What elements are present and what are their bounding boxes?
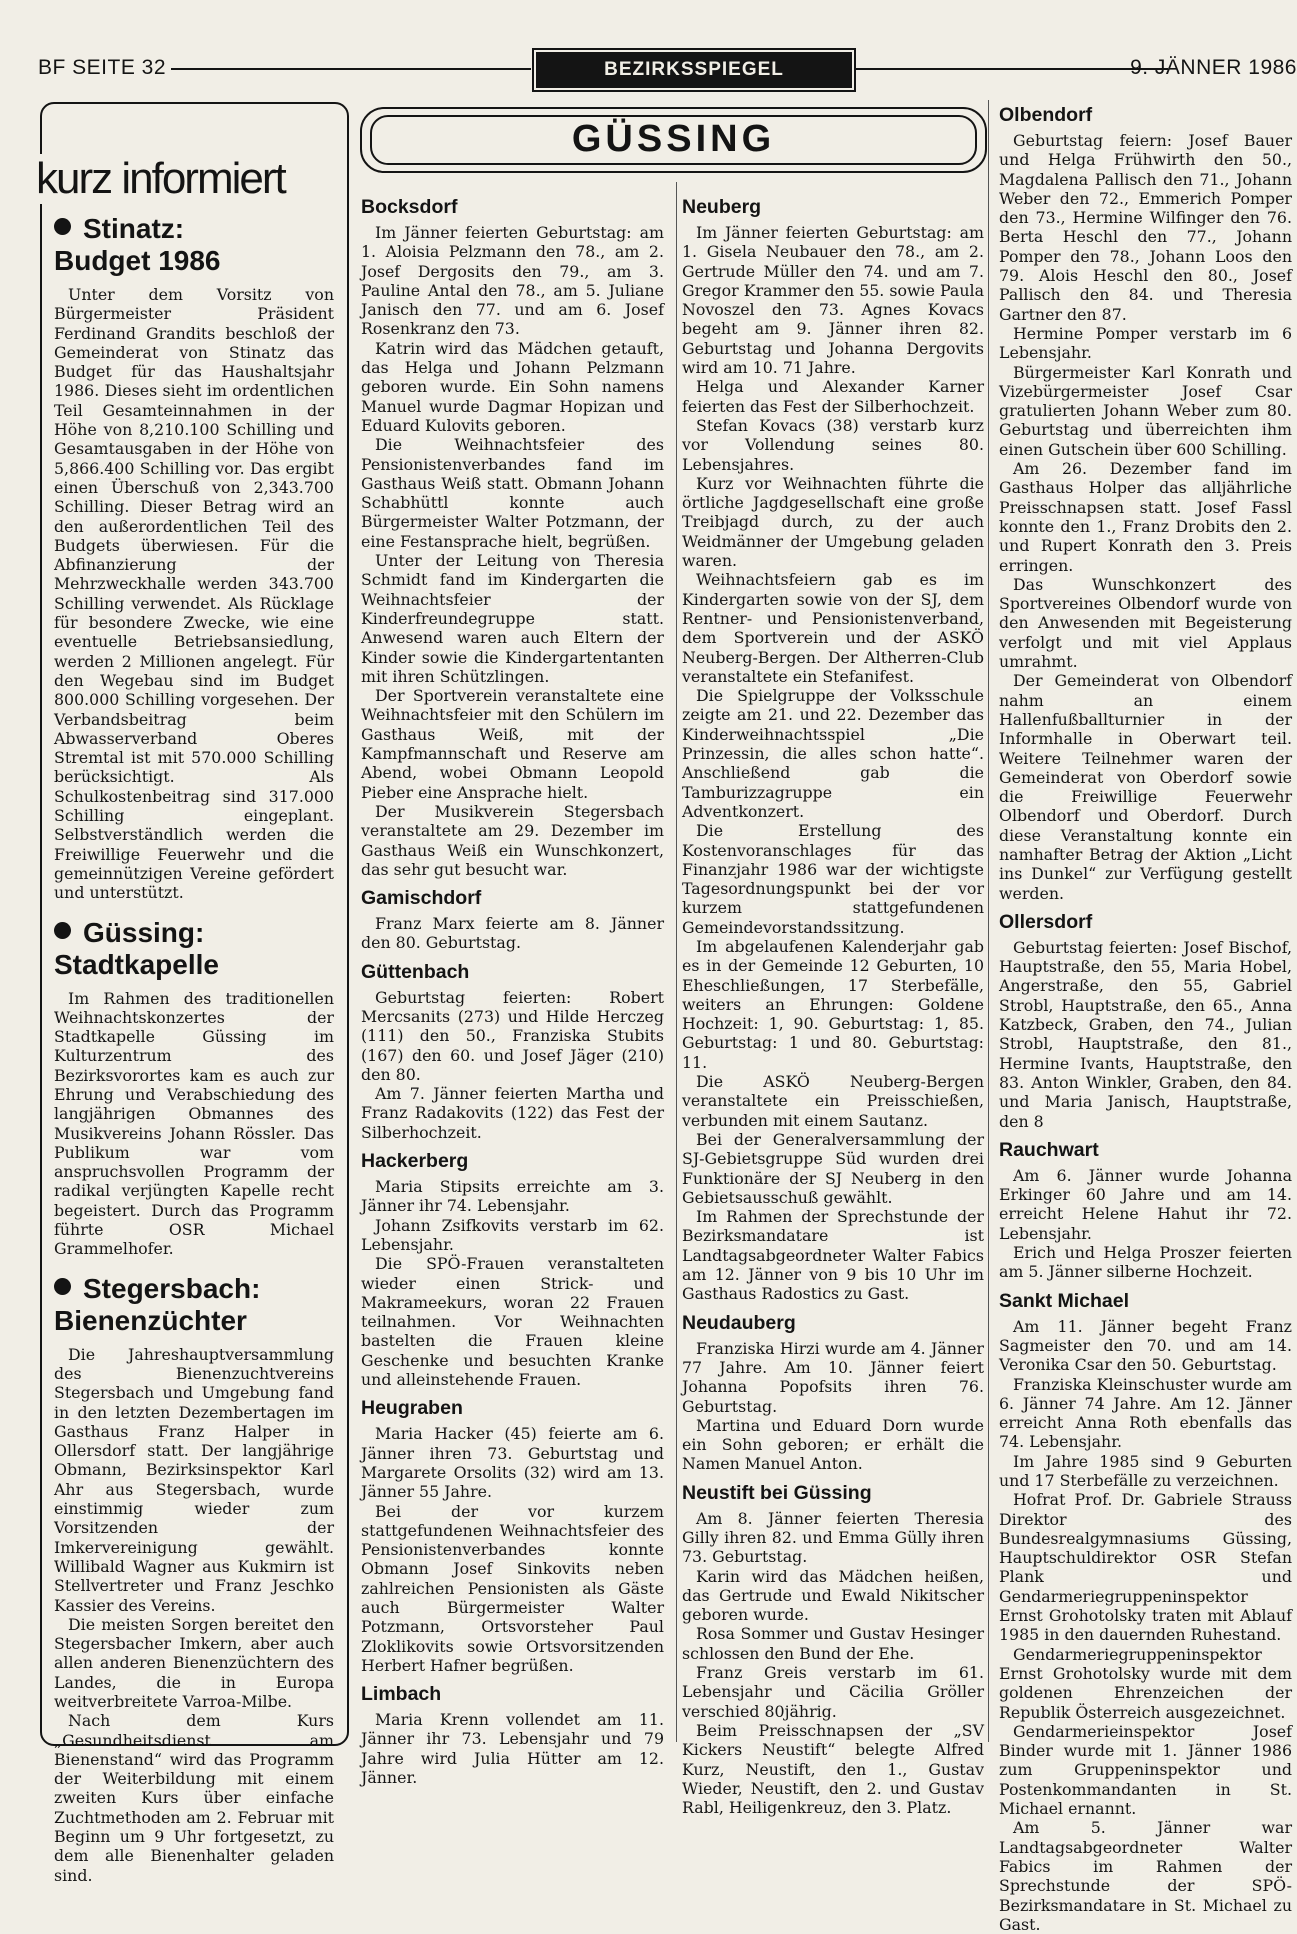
village-heading: Olbendorf [999, 104, 1093, 126]
article-paragraph: Gendarmeriegruppeninspektor Ernst Grohotolsky wurde mit dem goldenen Ehrenzeichen der Republik Österreich ausgezeichnet. [999, 1644, 1292, 1722]
article-paragraph: Am 11. Jänner begeht Franz Sagmeister den 70. und am 14. Veronika Csar den 50. Geburtstag. [999, 1316, 1292, 1375]
village-heading: Neudauberg [682, 1311, 796, 1334]
article-paragraph: Bürgermeister Karl Konrath und Vizebürgermeister Josef Csar gratulierten Johann Weber zum 80. Geburtstag und überreichten ihm einen Gutschein über 600 Schilling. [999, 362, 1292, 459]
village-heading: Heugraben [361, 1397, 463, 1420]
article-paragraph: Der Gemeinderat von Olbendorf nahm an einem Hallenfußballturnier in der Informhalle in Oberwart teil. Weitere Teilnehmer waren der Gemeinderat von Oberdorf sowie die Freiwillige Feuerwehr Olbendorf und Oberdorf. Durch diese Veranstaltung konnte ein namhafter Betrag der Aktion „Licht ins Dunkel“ zur Verfügung gestellt werden. [999, 671, 1292, 903]
bullet-dot-icon [54, 922, 71, 939]
article-paragraph: Beim Preisschnapsen der „SV Kickers Neustift“ belegte Alfred Kurz, Neustift, den 1., Gustav Wieder, Neustift, den 2. und Gustav Rabl, Heiligenkreuz, den 3. Platz. [682, 1720, 984, 1818]
article-paragraph: Im Jahre 1985 sind 9 Geburten und 17 Sterbefälle zu verzeichnen. [999, 1451, 1292, 1490]
issue-date: 9. JÄNNER 1986 [1130, 56, 1297, 79]
article-paragraph: Franziska Hirzi wurde am 4. Jänner 77 Jahre. Am 10. Jänner feiert Johanna Popofsits ihren 76. Geburtstag. [682, 1338, 984, 1416]
box-title: kurz informiert [36, 154, 285, 203]
article-paragraph: Im Rahmen der Sprechstunde der Bezirksmandatare ist Landtagsabgeordneter Walter Fabics am 12. Jänner von 9 bis 10 Uhr im Gasthaus Radostics zu Gast. [682, 1207, 984, 1304]
article-paragraph: Die Spielgruppe der Volksschule zeigte am 21. und 22. Dezember das Kinderweihnachtsspiel „Die Prinzessin, die alles schon hatte“. Anschließend gab die Tamburizzagruppe ein Adventkonzert. [682, 686, 984, 821]
article-paragraph: Rosa Sommer und Gustav Hesinger schlossen den Bund der Ehe. [682, 1624, 984, 1663]
article-paragraph: Die SPÖ-Frauen veranstalteten wieder einen Strick- und Makrameekurs, woran 22 Frauen teilnahmen. Vor Weihnachten bastelten die Frauen kleine Geschenke und besuchten Kranke und alleinstehende Frauen. [361, 1254, 664, 1390]
column-divider [988, 100, 989, 1742]
article-paragraph: Unter der Leitung von Theresia Schmidt fand im Kindergarten die Weihnachtsfeier der Kinderfreundegruppe statt. Anwesend waren auch Eltern der Kinder sowie die Kindergartentanten mit ihren Schützlingen. [361, 551, 664, 686]
article-paragraph: Am 26. Dezember fand im Gasthaus Holper das alljährliche Preisschnapsen statt. Josef Fassl konnte den 1., Franz Drobits den 2. und Rupert Konrath den 3. Preis erringen. [999, 459, 1292, 575]
header-rule-left [171, 68, 531, 70]
header-rule-right [856, 68, 1168, 70]
village-heading: Güttenbach [361, 960, 470, 983]
article-paragraph: Der Musikverein Stegersbach veranstaltete am 29. Dezember im Gasthaus Weiß ein Wunschkonzert, das sehr gut besucht war. [361, 801, 664, 879]
village-heading: Hackerberg [361, 1150, 469, 1173]
village-heading: Bocksdorf [361, 196, 458, 218]
village-heading: Neustift bei Güssing [682, 1481, 872, 1504]
article-paragraph: Franziska Kleinschuster wurde am 6. Jänner 74 Jahre. Am 12. Jänner erreicht Anna Roth ebenfalls das 74. Lebensjahr. [999, 1374, 1292, 1452]
brief-headline [54, 213, 334, 277]
article-paragraph: Geburtstag feiern: Josef Bauer und Helga Frühwirth den 50., Magdalena Pallisch den 71., Johann Weber den 72., Emmerich Pomper den 73., Hermine Wilfinger den 76. Berta Heschl den 77., Johann Pomper den 78., Johann Loos den 79. Alois Heschl den 80., Josef Pallisch den 84. und Theresia Gartner den 87. [999, 131, 1292, 324]
village-heading: Gamischdorf [361, 887, 482, 910]
column-divider [676, 182, 677, 1742]
article-paragraph: Erich und Helga Proszer feierten am 5. Jänner silberne Hochzeit. [999, 1243, 1292, 1282]
article-paragraph: Franz Greis verstarb im 61. Lebensjahr und Cäcilia Gröller verschied 80jährig. [682, 1663, 984, 1721]
article-paragraph: Am 7. Jänner feierten Martha und Franz Radakovits (122) das Fest der Silberhochzeit. [361, 1084, 664, 1142]
article-paragraph: Geburtstag feierten: Josef Bischof, Hauptstraße, den 55, Maria Hobel, Angerstraße, den 55, Gabriel Strobl, Hauptstraße, den 65., Anna Katzbeck, Graben, den 74., Julian Strobl, Hauptstraße, den 81., Hermine Ivants, Hauptstraße, den 83. Anton Winkler, Graben, den 84. und Maria Janisch, Hauptstraße, den 8 [999, 937, 1292, 1131]
article-paragraph: Stefan Kovacs (38) verstarb kurz vor Vollendung seines 80. Lebensjahres. [682, 415, 984, 474]
article-paragraph: Hofrat Prof. Dr. Gabriele Strauss Direktor des Bundesrealgymnasiums Güssing, Hauptschuldirektor OSR Stefan Plank und Gendarmeriegruppeninspektor Ernst Grohotolsky traten mit Ablauf 1985 in den dauernden Ruhestand. [999, 1490, 1292, 1645]
article-paragraph: Am 8. Jänner feierten Theresia Gilly ihren 82. und Emma Gülly ihren 73. Geburtstag. [682, 1508, 984, 1567]
article-paragraph: Am 5. Jänner war Landtagsabgeordneter Walter Fabics im Rahmen der Sprechstunde der SPÖ-Bezirksmandatare in St. Michael zu Gast. [999, 1818, 1292, 1934]
column-bocksdorf-to-limbach [361, 196, 664, 1788]
section-banner [360, 107, 987, 173]
article-paragraph: Bei der vor kurzem stattgefundenen Weihnachtsfeier des Pensionistenverbandes konnte Obmann Josef Sinkovits neben zahlreichen Pensionisten als Gäste auch Bürgermeister Walter Potzmann, Ortsvorsteher Paul Zloklikovits sowie Ortsvorsitzenden Herbert Hafner begrüßen. [361, 1501, 664, 1675]
news-briefs [54, 209, 334, 1885]
village-heading: Neuberg [682, 196, 762, 218]
brief-paragraph: Die Jahreshauptversammlung des Bienenzuchtvereins Stegersbach und Umgebung fand in den letzten Dezembertagen im Gasthaus Franz Halper in Ollersdorf statt. Der langjährige Obmann, Bezirksinspektor Karl Ahr aus Stegersbach, wurde einstimmig wieder zum Vorsitzenden der Imkervereinigung gewählt. Willibald Wagner aus Kukmirn ist Stellvertreter und Franz Jeschko Kassier des Vereins. [54, 1344, 334, 1615]
bullet-dot-icon [54, 1278, 71, 1295]
brief-place: Stegersbach: [83, 1272, 261, 1304]
article-paragraph: Johann Zsifkovits verstarb im 62. Lebensjahr. [361, 1215, 664, 1254]
brief-topic: Stadtkapelle [54, 948, 219, 980]
brief-headline [54, 1273, 334, 1337]
article-paragraph: Die Weihnachtsfeier des Pensionistenverbandes fand im Gasthaus Weiß statt. Obmann Johann Schabhüttl konnte auch Bürgermeister Walter Potzmann, der eine Festansprache hielt, begrüßen. [361, 435, 664, 551]
brief-paragraph: Im Rahmen des traditionellen Weihnachtskonzertes der Stadtkapelle Güssing im Kulturzentrum des Bezirksvorortes kam es auch zur Ehrung und Verabschiedung des langjährigen Obmannes des Musikvereins Johann Rössler. Das Publikum war vom anspruchsvollen Programm der radikal verjüngten Kapelle recht begeistert. Durch das Programm führte OSR Michael Grammelhofer. [54, 988, 334, 1259]
article-paragraph: Kurz vor Weihnachten führte die örtliche Jagdgesellschaft eine große Treibjagd durch, zu der auch Weidmänner der Umgebung geladen waren. [682, 473, 984, 571]
article-paragraph: Maria Stipsits erreichte am 3. Jänner ihr 74. Lebensjahr. [361, 1177, 664, 1216]
column-neuberg-to-neustift [682, 196, 984, 1818]
village-heading: Rauchwart [999, 1138, 1099, 1161]
village-heading: Ollersdorf [999, 910, 1093, 933]
article-paragraph: Karin wird das Mädchen heißen, das Gertrude und Ewald Nikitscher geboren wurde. [682, 1566, 984, 1625]
section-label: BEZIRKSSPIEGEL [536, 52, 852, 88]
article-paragraph: Franz Marx feierte am 8. Jänner den 80. Geburtstag. [361, 914, 664, 953]
article-paragraph: Der Sportverein veranstaltete eine Weihnachtsfeier mit den Schülern im Gasthaus Weiß, mit der Kampfmannschaft und Reserve am Abend, wobei Obmann Leopold Pieber eine Ansprache hielt. [361, 686, 664, 802]
village-heading: Sankt Michael [999, 1289, 1130, 1312]
article-paragraph: Am 6. Jänner wurde Johanna Erkinger 60 Jahre und am 14. erreicht Helene Hahut ihr 72. Lebensjahr. [999, 1165, 1292, 1243]
brief-paragraph: Nach dem Kurs „Gesundheitsdienst am Bienenstand“ wird das Programm der Weiterbildung mit einem zweiten Kurs über einfache Zuchtmethoden am 2. Februar mit Beginn um 9 Uhr fortgesetzt, zu dem alle Bienenhalter geladen sind. [54, 1711, 334, 1885]
brief-place: Güssing: [83, 916, 205, 948]
brief-headline [54, 917, 334, 981]
article-paragraph: Die Erstellung des Kostenvoranschlages für das Finanzjahr 1986 war der wichtigste Tagesordnungspunkt bei der vor kurzem stattgefundenen Gemeindevorstandssitzung. [682, 821, 984, 937]
page-header [38, 52, 1297, 88]
article-paragraph: Katrin wird das Mädchen getauft, das Helga und Johann Pelzmann geboren wurde. Ein Sohn namens Manuel wurde Dagmar Hopizan und Eduard Kulovits geboren. [361, 338, 664, 435]
article-paragraph: Geburtstag feierten: Robert Mercsanits (273) und Hilde Herczeg (111) den 50., Franziska Stubits (167) den 60. und Josef Jäger (210) den 80. [361, 987, 664, 1084]
brief-paragraph: Die meisten Sorgen bereitet den Stegersbacher Imkern, aber auch allen anderen Bienenzüchtern des Landes, die in Europa weitverbreitete Varroa-Milbe. [54, 1614, 334, 1711]
banner-title: GÜSSING [571, 118, 776, 160]
article-paragraph: Helga und Alexander Karner feierten das Fest der Silberhochzeit. [682, 377, 984, 416]
article-paragraph: Maria Krenn vollendet am 11. Jänner ihr 73. Lebensjahr und 79 Jahre wird Julia Hütter am 12. Jänner. [361, 1710, 664, 1788]
article-paragraph: Gendarmerieinspektor Josef Binder wurde mit 1. Jänner 1986 zum Gruppeninspektor und Postenkommandanten in St. Michael ernannt. [999, 1721, 1292, 1819]
article-paragraph: Bei der Generalversammlung der SJ-Gebietsgruppe Süd wurden drei Funktionäre der SJ Neuberg in den Gebietsausschuß gewählt. [682, 1129, 984, 1207]
page-number: BF SEITE 32 [38, 56, 167, 79]
bullet-dot-icon [54, 218, 71, 235]
brief-topic: Bienenzüchter [54, 1304, 247, 1336]
article-paragraph: Im Jänner feierten Geburtstag: am 1. Gisela Neubauer den 78., am 2. Gertrude Müller den 74. und am 7. Gregor Krammer den 55. sowie Paula Novoszel den 73. Agnes Kovacs begeht am 9. Jänner ihren 82. Geburtstag und Johanna Dergovits wird am 10. 71 Jahre. [682, 223, 984, 378]
kurz-informiert-box [36, 102, 349, 1885]
article-paragraph: Im Jänner feierten Geburtstag: am 1. Aloisia Pelzmann den 78., am 2. Josef Dergosits den 79., am 3. Pauline Antal den 78., am 5. Juliane Janisch den 77. und am 6. Josef Rosenkranz den 73. [361, 223, 664, 339]
article-paragraph: Weihnachtsfeiern gab es im Kindergarten sowie von der SJ, dem Rentner- und Pensionistenverband, dem Sportverein und der ASKÖ Neuberg-Bergen. Der Altherren-Club veranstaltete ein Stefanifest. [682, 570, 984, 686]
column-olbendorf-to-sankt-michael [999, 104, 1292, 1934]
article-paragraph: Im abgelaufenen Kalenderjahr gab es in der Gemeinde 12 Geburten, 10 Eheschließungen, 17 Sterbefälle, weiters an Ehrungen: Goldene Hochzeit: 1, 90. Geburtstag: 1, 85. Geburtstag: 1 und 80. Geburtstag: 11. [682, 936, 984, 1072]
article-paragraph: Das Wunschkonzert des Sportvereines Olbendorf wurde von den Anwesenden mit Begeisterung verfolgt und mit viel Applaus umrahmt. [999, 574, 1292, 672]
brief-topic: Budget 1986 [54, 245, 221, 276]
brief-place: Stinatz: [83, 213, 185, 244]
article-paragraph: Martina und Eduard Dorn wurde ein Sohn geboren; er erhält die Namen Manuel Anton. [682, 1415, 984, 1474]
article-paragraph: Die ASKÖ Neuberg-Bergen veranstaltete ein Preisschießen, verbunden mit einem Sautanz. [682, 1072, 984, 1130]
article-paragraph: Maria Hacker (45) feierte am 6. Jänner ihren 73. Geburtstag und Margarete Orsolits (32) wird am 13. Jänner 55 Jahre. [361, 1424, 664, 1502]
article-paragraph: Hermine Pomper verstarb im 6 Lebensjahr. [999, 323, 1292, 363]
village-heading: Limbach [361, 1683, 442, 1706]
brief-paragraph: Unter dem Vorsitz von Bürgermeister Präsident Ferdinand Grandits beschloß der Gemeinderat von Stinatz das Budget für das Haushaltsjahr 1986. Dieses sieht im ordentlichen Teil Gesamteinnahmen in der Höhe von 8,210.100 Schilling und Gesamtausgaben in der Höhe von 5,866.400 Schilling vor. Das ergibt einen Überschuß von 2,343.700 Schilling. Dieser Betrag wird an den außerordentlichen Teil des Budgets überwiesen. Für die Abfinanzierung der Mehrzweckhalle werden 343.700 Schilling verwendet. Als Rücklage für besondere Zwecke, wie eine eventuelle Betriebsansiedlung, werden 2 Millionen angelegt. Für den Wegebau sind im Budget 800.000 Schilling vorgesehen. Der Verbandsbeitrag beim Abwasserverband Oberes Stremtal ist mit 570.000 Schilling berücksichtigt. Als Schulkostenbeitrag sind 317.000 Schilling eingeplant. Selbstverständlich werden die Freiwillige Feuerwehr und die gemeinnützigen Vereine gefördert und unterstützt. [54, 285, 334, 903]
